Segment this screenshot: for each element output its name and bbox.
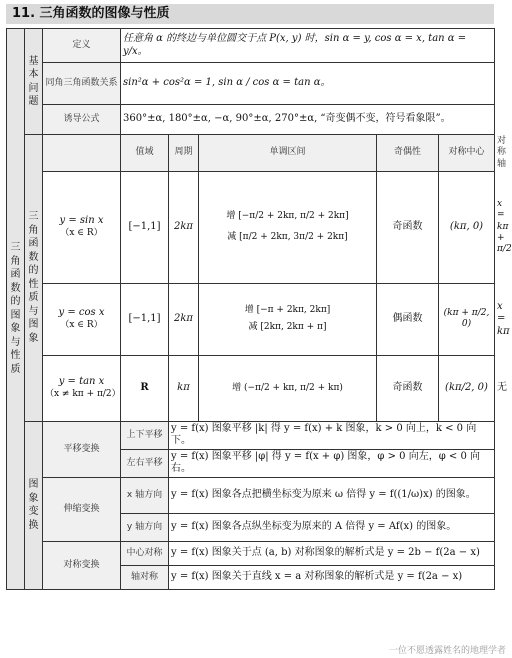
content-horizontal: y = f(x) 图象平移 |φ| 得 y = f(x + φ) 图象，φ > 0 向左，φ < 0 向右。 (169, 449, 495, 477)
header-range: 值域 (121, 135, 169, 172)
mono-tan: 增 (−π/2 + kπ, π/2 + kπ) (199, 355, 377, 421)
item-x-scale: x 轴方向 (121, 477, 169, 513)
period-tan: kπ (169, 355, 199, 421)
group-scale: 伸缩变换 (43, 477, 121, 541)
content-x-scale: y = f(x) 图象各点把横坐标变为原来 ω 倍得 y = f((1/ω)x) 的图象。 (169, 477, 495, 513)
header-monotonic: 单调区间 (199, 135, 377, 172)
props-section-label: 三角函数的性质与图象 (25, 135, 43, 422)
basic-label-identity: 同角三角函数关系 (43, 63, 121, 105)
page-title: 11. 三角函数的图像与性质 (6, 4, 494, 24)
group-symmetry: 对称变换 (43, 541, 121, 589)
header-parity: 奇偶性 (377, 135, 439, 172)
basic-section-label: 基本问题 (25, 29, 43, 135)
center-sin: (kπ, 0) (439, 171, 495, 283)
period-cos: 2kπ (169, 283, 199, 355)
transform-section-label: 图象变换 (25, 421, 43, 589)
parity-cos: 偶函数 (377, 283, 439, 355)
item-horizontal: 左右平移 (121, 449, 169, 477)
item-center-sym: 中心对称 (121, 541, 169, 565)
period-sin: 2kπ (169, 171, 199, 283)
content-vertical: y = f(x) 图象平移 |k| 得 y = f(x) + k 图象，k > 0 向上，k < 0 向下。 (169, 421, 495, 449)
range-sin: [−1,1] (121, 171, 169, 283)
basic-content-identity: sin²α + cos²α = 1, sin α / cos α = tan α。 (121, 63, 495, 105)
mono-cos: 增 [−π + 2kπ, 2kπ] 减 [2kπ, 2kπ + π] (199, 283, 377, 355)
group-translate: 平移变换 (43, 421, 121, 477)
header-blank (43, 135, 121, 172)
item-vertical: 上下平移 (121, 421, 169, 449)
func-tan: y = tan x （x ≠ kπ + π/2） (43, 355, 121, 421)
trig-table: 三角函数的图象与性质 基本问题 定义 任意角 α 的终边与单位圆交于点 P(x, y) 时，sin α = y, cos α = x, tan α = y/x。 同角三角函数关系 sin²α + cos²α = 1, sin α / cos α = tan α。 诱导公式 360°±α, 180°±α, −α, 90°±α, 270°±α, “奇变偶不变，符号看象限”。 三角函数的性质与图象 值域 周期 单调区间 奇偶性 对称中心 对称轴 y = sin x （x ∈ R） [−1,1] 2kπ 增 [−π/2 + 2kπ, π/2 + 2kπ] 减 [π/2 + 2kπ, 3π/2 + 2kπ] 奇函数 (kπ, 0) x = kπ + π/2 y = cos x （x ∈ R） [−1,1] 2kπ 增 [−π + 2kπ, 2kπ] 减 [2kπ, 2kπ + π] 偶函数 (kπ + π/2, 0) x = kπ y = tan x （x ≠ kπ + π/2） R kπ 增 (−π/2 + kπ, π/2 + kπ) 奇函数 (kπ/2, 0) 无 图象变换 平移变换 上下平移 y = f(x) 图象平移 |k| 得 y = f(x) + k 图象，k > 0 向上，k < 0 向下。 左右平移 y = f(x) 图象平移 |φ| 得 y = f(x + φ) 图象，φ > 0 向左，φ < 0 向右。 伸缩变换 x 轴方向 y = f(x) 图象各点把横坐标变为原来 ω 倍得 y = f((1/ω)x) 的图象。 y 轴方向 y = f(x) 图象各点纵坐标变为原来的 A 倍得 y = Af(x) 的图象。 对称变换 中心对称 y = f(x) 图象关于点 (a, b) 对称图象的解析式是 y = 2b − f(2a − x) 轴对称 y = f(x) 图象关于直线 x = a 对称图象的解析式是 y = f(2a − x) (6, 28, 495, 590)
parity-tan: 奇函数 (377, 355, 439, 421)
basic-label-definition: 定义 (43, 29, 121, 63)
parity-sin: 奇函数 (377, 171, 439, 283)
item-y-scale: y 轴方向 (121, 513, 169, 541)
func-sin: y = sin x （x ∈ R） (43, 171, 121, 283)
func-cos: y = cos x （x ∈ R） (43, 283, 121, 355)
content-axis-sym: y = f(x) 图象关于直线 x = a 对称图象的解析式是 y = f(2a − x) (169, 565, 495, 589)
basic-label-induction: 诱导公式 (43, 105, 121, 135)
range-tan: R (121, 355, 169, 421)
outer-label: 三角函数的图象与性质 (7, 29, 25, 590)
center-tan: (kπ/2, 0) (439, 355, 495, 421)
range-cos: [−1,1] (121, 283, 169, 355)
content-y-scale: y = f(x) 图象各点纵坐标变为原来的 A 倍得 y = Af(x) 的图象。 (169, 513, 495, 541)
header-center: 对称中心 (439, 135, 495, 172)
basic-content-induction: 360°±α, 180°±α, −α, 90°±α, 270°±α, “奇变偶不变，符号看象限”。 (121, 105, 495, 135)
basic-content-definition: 任意角 α 的终边与单位圆交于点 P(x, y) 时，sin α = y, cos α = x, tan α = y/x。 (121, 29, 495, 63)
watermark: 一位不愿透露姓名的地理学者 (388, 646, 506, 656)
center-cos: (kπ + π/2, 0) (439, 283, 495, 355)
header-period: 周期 (169, 135, 199, 172)
item-axis-sym: 轴对称 (121, 565, 169, 589)
mono-sin: 增 [−π/2 + 2kπ, π/2 + 2kπ] 减 [π/2 + 2kπ, 3π/2 + 2kπ] (199, 171, 377, 283)
content-center-sym: y = f(x) 图象关于点 (a, b) 对称图象的解析式是 y = 2b − f(2a − x) (169, 541, 495, 565)
